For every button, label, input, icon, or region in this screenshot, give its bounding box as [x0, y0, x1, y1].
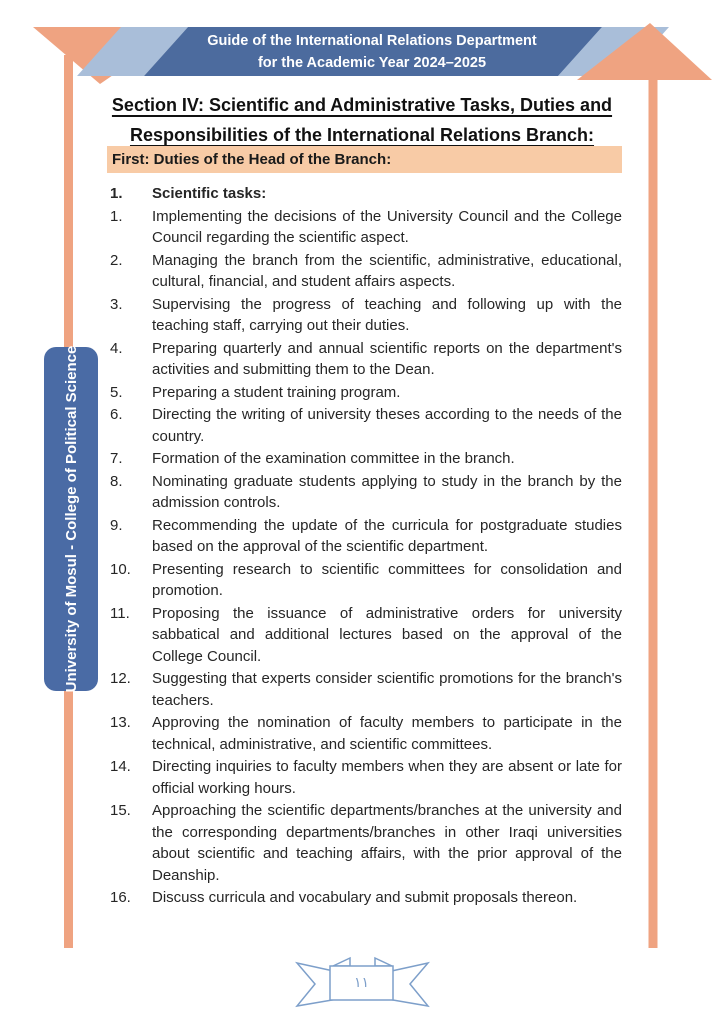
subsection-heading-label: First: Duties of the Head of the Branch:: [112, 151, 392, 168]
item-number: 15.: [110, 802, 131, 819]
sidebar-banner-label: University of Mosul - College of Political Science: [62, 345, 80, 693]
list-item: [110, 668, 622, 711]
list-item: [110, 887, 622, 909]
item-number: 11.: [110, 604, 130, 622]
list-item: [110, 250, 622, 293]
list-item: [110, 338, 622, 381]
list-item: [110, 515, 622, 558]
item-number: 2.: [110, 251, 123, 269]
list-item: [110, 448, 622, 470]
page-number: ١١: [353, 975, 370, 991]
item-text: Suggesting that experts consider scientific promotions for the branch's teachers.: [152, 670, 622, 709]
banner-title-line2: for the Academic Year 2024–2025: [257, 55, 487, 71]
item-number: 14.: [110, 758, 131, 775]
item-text: Presenting research to scientific committees for consolidation and promotion.: [152, 560, 622, 599]
item-text: Discuss curricula and vocabulary and submit proposals thereon.: [152, 889, 578, 906]
section-title-line2: Responsibilities of the International Relations Branch:: [129, 125, 595, 145]
item-number: 6.: [110, 406, 123, 423]
item-text: Preparing quarterly and annual scientific reports on the department's activities and submitting them to the Dean.: [152, 339, 622, 378]
list-item: [110, 294, 622, 337]
item-text: Proposing the issuance of administrative orders for university sabbatical and additional lectures based on the approval of the College Council.: [152, 604, 622, 665]
list-item: [110, 800, 622, 886]
item-number: 5.: [110, 383, 123, 401]
list-group-heading: [110, 183, 622, 205]
item-number: 4.: [110, 339, 123, 357]
item-number: 1.: [110, 207, 123, 225]
item-text: Approving the nomination of faculty members to participate in the technical, administrative, and scientific committees.: [152, 714, 622, 753]
subsection-heading-bar: [107, 146, 622, 173]
footer-ribbon-right-fold: [375, 958, 392, 966]
item-text: Directing the writing of university theses according to the needs of the country.: [152, 406, 622, 445]
item-text: Preparing a student training program.: [152, 383, 401, 401]
item-number: 10.: [110, 560, 131, 578]
list-item: [110, 603, 622, 668]
list-item: [110, 712, 622, 755]
item-number: 16.: [110, 889, 131, 906]
item-text: Managing the branch from the scientific, administrative, educational, cultural, financial, and student affairs aspects.: [152, 251, 622, 290]
list-item: [110, 559, 622, 602]
item-number: 8.: [110, 472, 123, 490]
right-border-line: [649, 55, 658, 948]
sidebar-banner: [44, 347, 98, 691]
item-number: 7.: [110, 450, 123, 467]
item-text: Formation of the examination committee in the branch.: [152, 450, 515, 467]
item-number: 3.: [110, 295, 123, 313]
section-title-line1: Section IV: Scientific and Administrative Tasks, Duties and: [111, 95, 613, 115]
item-text: Approaching the scientific departments/branches at the university and the corresponding departments/branches in other Iraqi universities about scientific and teaching affairs, with the prior approval of the Deanship.: [152, 802, 622, 884]
item-text: Implementing the decisions of the University Council and the College Council regarding the scientific aspect.: [152, 207, 622, 246]
list-group-label: Scientific tasks:: [152, 185, 267, 202]
item-text: Recommending the update of the curricula for postgraduate studies based on the approval of the scientific department.: [152, 516, 622, 555]
list-item: [110, 756, 622, 799]
duties-list: [110, 183, 622, 910]
item-text: Directing inquiries to faculty members when they are absent or late for official working hours.: [152, 758, 622, 797]
list-group-number: 1.: [110, 185, 123, 202]
list-item: [110, 382, 622, 404]
header-banner: [172, 30, 572, 74]
list-item: [110, 471, 622, 514]
item-number: 12.: [110, 670, 131, 687]
banner-title-line1: Guide of the International Relations Department: [207, 33, 537, 49]
list-item: [110, 404, 622, 447]
item-number: 13.: [110, 714, 131, 731]
footer-ribbon-left-fold: [333, 958, 350, 966]
item-number: 9.: [110, 516, 123, 534]
list-item: [110, 206, 622, 249]
item-text: Nominating graduate students applying to study in the branch by the admission controls.: [152, 472, 622, 511]
item-text: Supervising the progress of teaching and following up with the teaching staff, carrying out their duties.: [152, 295, 622, 334]
section-title: [100, 90, 624, 150]
